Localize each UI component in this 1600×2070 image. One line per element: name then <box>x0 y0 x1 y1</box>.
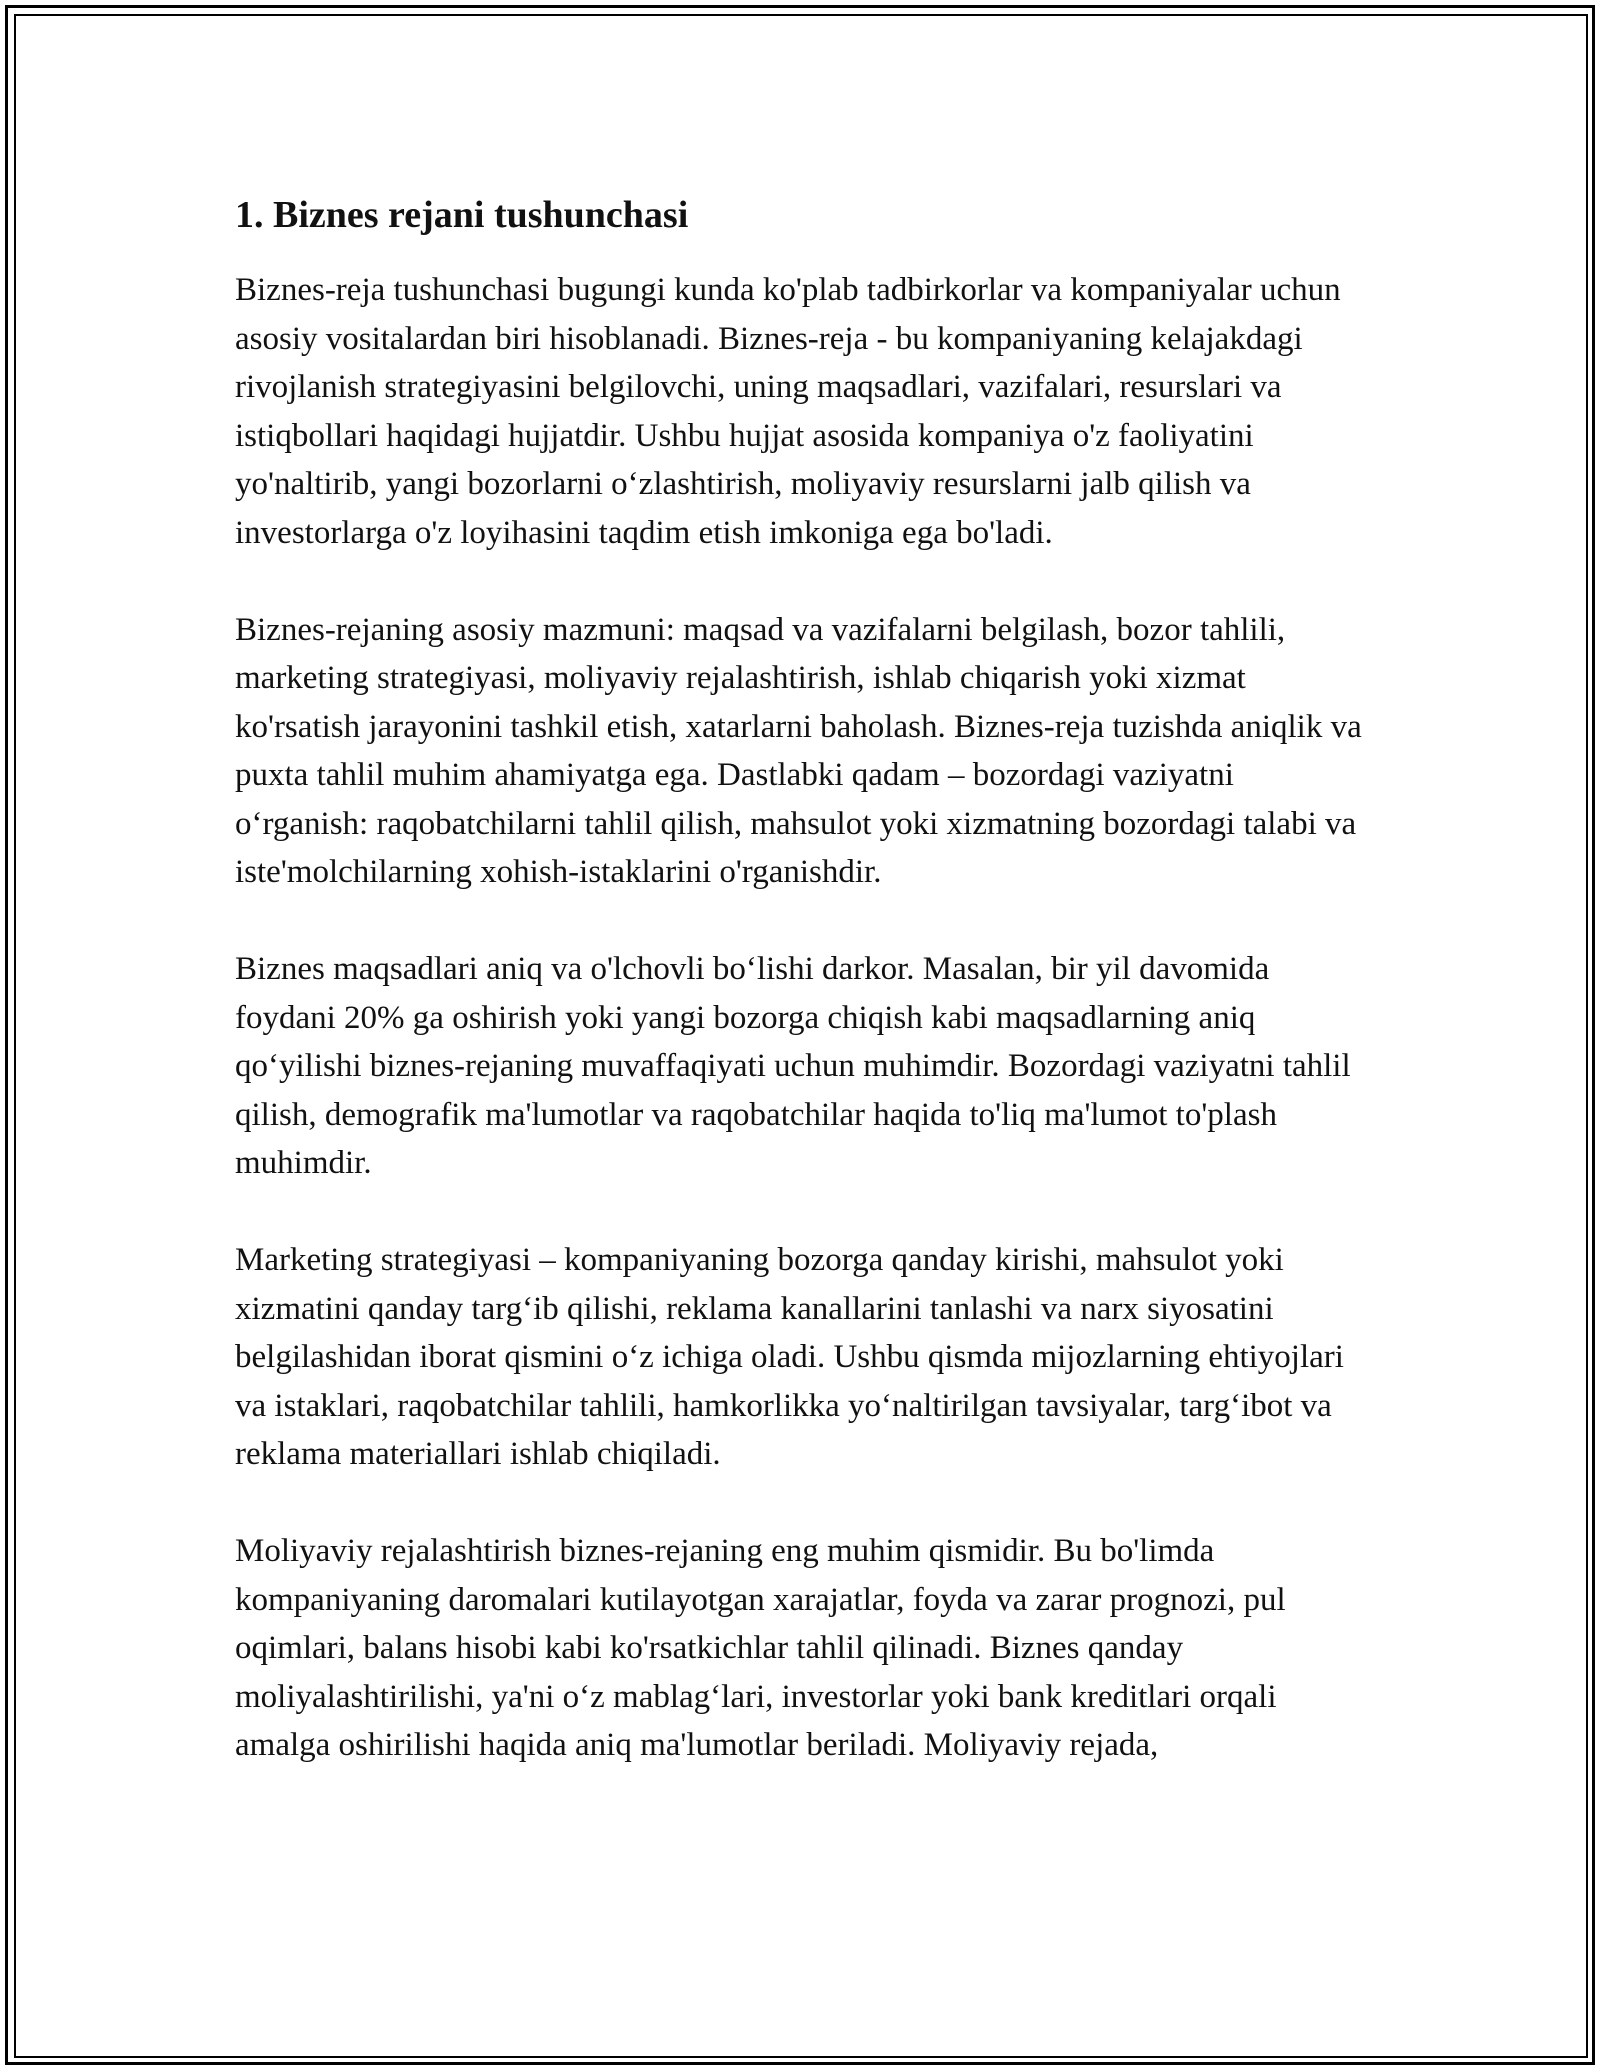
paragraph-content: Biznes-rejaning asosiy mazmuni: maqsad va vazifalarni belgilash, bozor tahlili, marketing strategiyasi, moliyaviy rejalashtirish, ishlab chiqarish yoki xizmat ko'rsatish jarayonini tashkil etish, xatarlarni baholash. Biznes-reja tuzishda aniqlik va puxta tahlil muhim ahamiyatga ega. Dastlabki qadam – bozordagi vaziyatni o‘rganish: raqobatchilarni tahlil qilish, mahsulot yoki xizmatning bozordagi talabi va iste'molchilarning xohish-istaklarini o'rganishdir. <box>235 611 1362 890</box>
paragraph-finance: Moliyaviy rejalashtirish biznes-rejaning eng muhim qismidir. Bu bo'limda kompaniyaning daromalari kutilayotgan xarajatlar, foyda va zarar prognozi, pul oqimlari, balans hisobi kabi ko'rsatkichlar tahlil qilinadi. Biznes qanday moliyalashtirilishi, ya'ni o‘z mablag‘lari, investorlar yoki bank kreditlari orqali amalga oshirilishi haqida aniq ma'lumotlar beriladi. Moliyaviy rejada, <box>235 1533 1286 1763</box>
paragraph-marketing: Marketing strategiyasi – kompaniyaning bozorga qanday kirishi, mahsulot yoki xizmatini qanday targ‘ib qilishi, reklama kanallarini tanlashi va narx siyosatini belgilashidan iborat qismini o‘z ichiga oladi. Ushbu qismda mijozlarning ehtiyojlari va istaklari, raqobatchilar tahlili, hamkorlikka yo‘naltirilgan tavsiyalar, targ‘ibot va reklama materiallari ishlab chiqiladi. <box>235 1242 1344 1472</box>
paragraph-intro: Biznes-reja tushunchasi bugungi kunda ko'plab tadbirkorlar va kompaniyalar uchun asosiy vositalardan biri hisoblanadi. Biznes-reja - bu kompaniyaning kelajakdagi rivojlanish strategiyasini belgilovchi, uning maqsadlari, vazifalari, resurslari va istiqbollari haqidagi hujjatdir. Ushbu hujjat asosida kompaniya o'z faoliyatini yo'naltirib, yangi bozorlarni o‘zlashtirish, moliyaviy resurslarni jalb qilish va investorlarga o'z loyihasini taqdim etish imkoniga ega bo'ladi. <box>235 272 1341 551</box>
document-body <box>235 186 1375 1818</box>
paragraph-goals: Biznes maqsadlari aniq va o'lchovli bo‘lishi darkor. Masalan, bir yil davomida foydani 20% ga oshirish yoki yangi bozorga chiqish kabi maqsadlarning aniq qo‘yilishi biznes-rejaning muvaffaqiyati uchun muhimdir. Bozordagi vaziyatni tahlil qilish, demografik ma'lumotlar va raqobatchilar haqida to'liq ma'lumot to'plash muhimdir. <box>235 951 1351 1181</box>
section-heading: 1. Biznes rejani tushunchasi <box>235 194 689 236</box>
